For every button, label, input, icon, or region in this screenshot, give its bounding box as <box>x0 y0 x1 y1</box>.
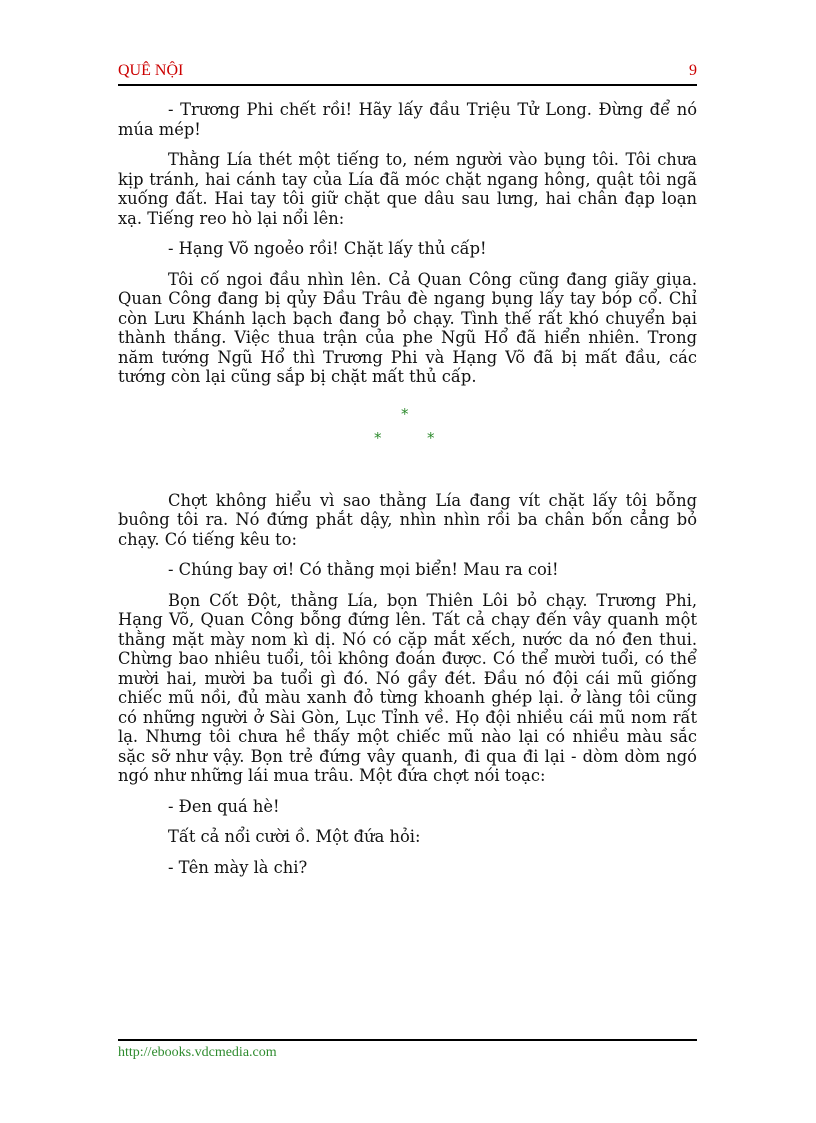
paragraph: Tôi cố ngoi đầu nhìn lên. Cả Quan Công cũng đang giãy giụa. Quan Công đang bị qủy Đầu Trâu đè ngang bụng lấy tay bóp cổ. Chỉ còn Lưu Khánh lạch bạch đang bỏ chạy. Tình thế rất khó chuyển bại thành thắng. Việc thua trận của phe Ngũ Hổ đã hiển nhiên. Trong năm tướng Ngũ Hổ thì Trương Phi và Hạng Võ đã bị mất đầu, các tướng còn lại cũng sắp bị chặt mất thủ cấp. <box>118 269 697 386</box>
separator-asterisk: * <box>427 428 435 447</box>
paragraph: Chợt không hiểu vì sao thằng Lía đang vít chặt lấy tôi bỗng buông tôi ra. Nó đứng phắt dậy, nhìn nhìn rồi ba chân bốn cẳng bỏ chạy. Có tiếng kêu to: <box>118 490 697 549</box>
paragraph: Bọn Cốt Đột, thằng Lía, bọn Thiên Lôi bỏ chạy. Trương Phi, Hạng Võ, Quan Công bỗng đứng lên. Tất cả chạy đến vây quanh một thằng mặt mày nom kì dị. Nó có cặp mắt xếch, nước da nó đen thui. Chừng bao nhiêu tuổi, tôi không đoán được. Có thể mười tuổi, có thể mười hai, mười ba tuổi gì đó. Nó gầy đét. Đầu nó đội cái mũ giống chiếc mũ nồi, đủ màu xanh đỏ từng khoanh ghép lại. ở làng tôi cũng có những người ở Sài Gòn, Lục Tỉnh về. Họ đội nhiều cái mũ nom rất lạ. Nhưng tôi chưa hề thấy một chiếc mũ nào lại có nhiều màu sắc sặc sỡ như vậy. Bọn trẻ đứng vây quanh, đi qua đi lại - dòm dòm ngó ngó như những lái mua trâu. Một đứa chợt nói toạc: <box>118 590 697 785</box>
paragraph: - Chúng bay ơi! Có thằng mọi biển! Mau ra coi! <box>168 560 559 579</box>
paragraph: - Tên mày là chi? <box>168 857 308 877</box>
paragraph: - Trương Phi chết rồi! Hãy lấy đầu Triệu Tử Long. Đừng để nó múa mép! <box>118 100 697 139</box>
paragraph: Tất cả nổi cười ồ. Một đứa hỏi: <box>168 827 421 846</box>
footer-divider <box>118 1039 697 1041</box>
page-body <box>118 100 697 888</box>
separator-asterisk: * <box>374 428 382 447</box>
paragraph: - Hạng Võ ngoẻo rồi! Chặt lấy thủ cấp! <box>168 239 487 258</box>
paragraph: Thằng Lía thét một tiếng to, ném người vào bụng tôi. Tôi chưa kịp tránh, hai cánh tay của Lía đã móc chặt ngang hông, quật tôi ngã xuống đất. Hai tay tôi giữ chặt que dâu sau lưng, hai chân đạp loạn xạ. Tiếng reo hò lại nổi lên: <box>118 150 697 228</box>
separator-asterisk: * <box>401 404 409 423</box>
page-number: 9 <box>689 62 697 79</box>
footer-url[interactable]: http://ebooks.vdcmedia.com <box>118 1045 277 1060</box>
book-title: QUÊ NỘI <box>118 62 184 79</box>
page-header <box>118 60 697 86</box>
section-separator <box>118 405 697 467</box>
paragraph: - Đen quá hè! <box>168 796 280 816</box>
